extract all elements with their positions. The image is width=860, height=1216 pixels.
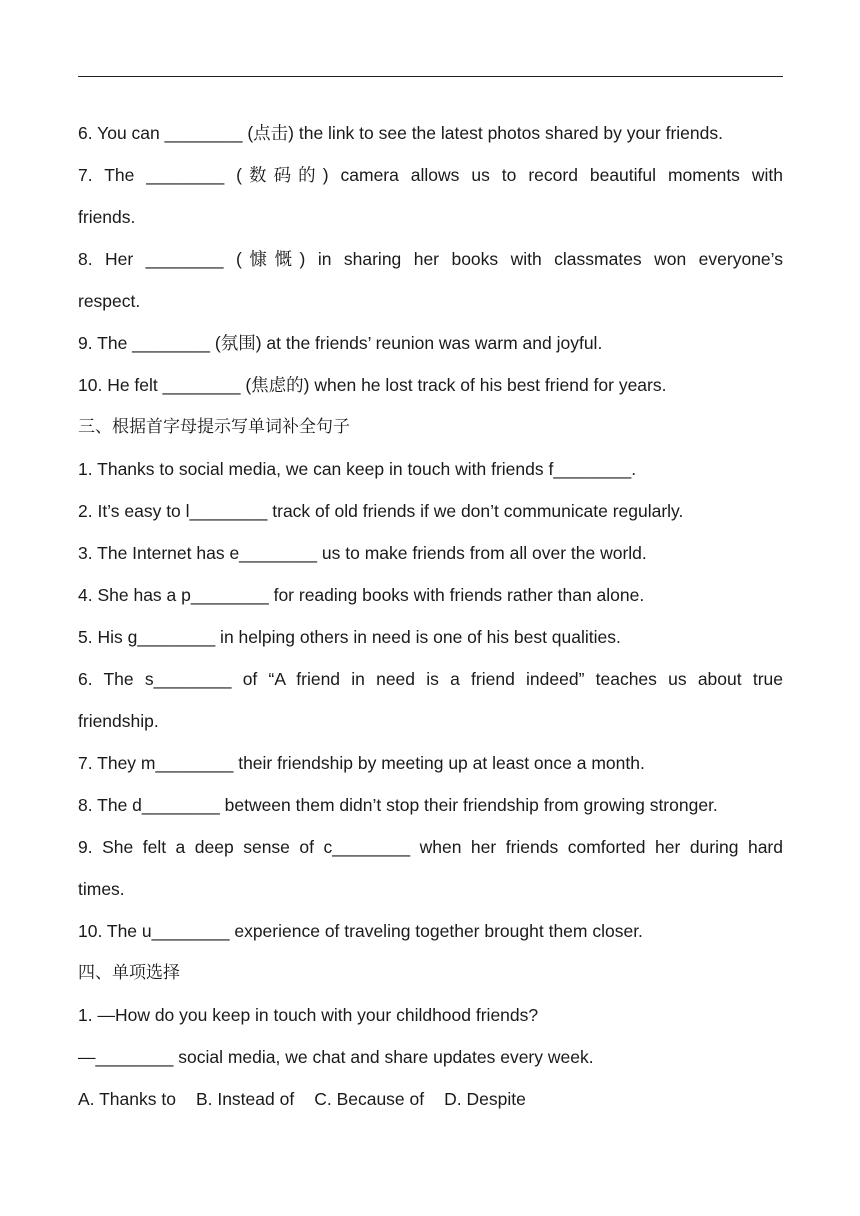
- option-d: D. Despite: [444, 1089, 526, 1109]
- exercise-2-q9: 9. The ________ (氛围) at the friends’ reunion was warm and joyful.: [78, 333, 603, 353]
- exercise-3-q1: 1. Thanks to social media, we can keep in touch with friends f________.: [78, 459, 637, 479]
- section-3-heading: 三、根据首字母提示写单词补全句子: [78, 417, 350, 437]
- exercise-3-q10: 10. The u________ experience of traveling together brought them closer.: [78, 921, 643, 941]
- exercise-2-q10: 10. He felt ________ (焦虑的) when he lost track of his best friend for years.: [78, 375, 667, 395]
- exercise-2-q8-line1: 8. Her ________ (慷慨) in sharing her books with classmates won everyone’s: [78, 249, 783, 269]
- exercise-3-q9-line1: 9. She felt a deep sense of c________ when her friends comforted her during hard: [78, 837, 783, 857]
- exercise-4-q1-question: 1. —How do you keep in touch with your childhood friends?: [78, 1005, 539, 1025]
- exercise-3-q7: 7. They m________ their friendship by meeting up at least once a month.: [78, 753, 645, 773]
- option-b: B. Instead of: [195, 1089, 295, 1109]
- exercise-2-q7-line2: friends.: [78, 207, 136, 227]
- header-rule: [78, 76, 783, 77]
- exercise-4-q1-options: [78, 1078, 783, 1120]
- exercise-4-q1-answer: —________ social media, we chat and share updates every week.: [78, 1047, 594, 1067]
- exercise-3-q5: 5. His g________ in helping others in need is one of his best qualities.: [78, 627, 621, 647]
- option-c: C. Because of: [314, 1089, 425, 1109]
- section-4-heading: 四、单项选择: [78, 963, 180, 983]
- exercise-3-q4: 4. She has a p________ for reading books with friends rather than alone.: [78, 585, 645, 605]
- exercise-2-q8-line2: respect.: [78, 291, 141, 311]
- exercise-3-q8: 8. The d________ between them didn’t stop their friendship from growing stronger.: [78, 795, 718, 815]
- exercise-3-q3: 3. The Internet has e________ us to make friends from all over the world.: [78, 543, 647, 563]
- exercise-3-q6-line1: 6. The s________ of “A friend in need is a friend indeed” teaches us about true: [78, 669, 783, 689]
- exercise-3-q2: 2. It’s easy to l________ track of old friends if we don’t communicate regularly.: [78, 501, 684, 521]
- option-a: A. Thanks to: [78, 1089, 176, 1109]
- exercise-2-q7-line1: 7. The ________ (数码的) camera allows us to record beautiful moments with: [78, 165, 783, 185]
- worksheet-page: [78, 112, 783, 1120]
- exercise-2-q6: 6. You can ________ (点击) the link to see the latest photos shared by your friends.: [78, 123, 723, 143]
- exercise-3-q6-line2: friendship.: [78, 711, 159, 731]
- exercise-3-q9-line2: times.: [78, 879, 125, 899]
